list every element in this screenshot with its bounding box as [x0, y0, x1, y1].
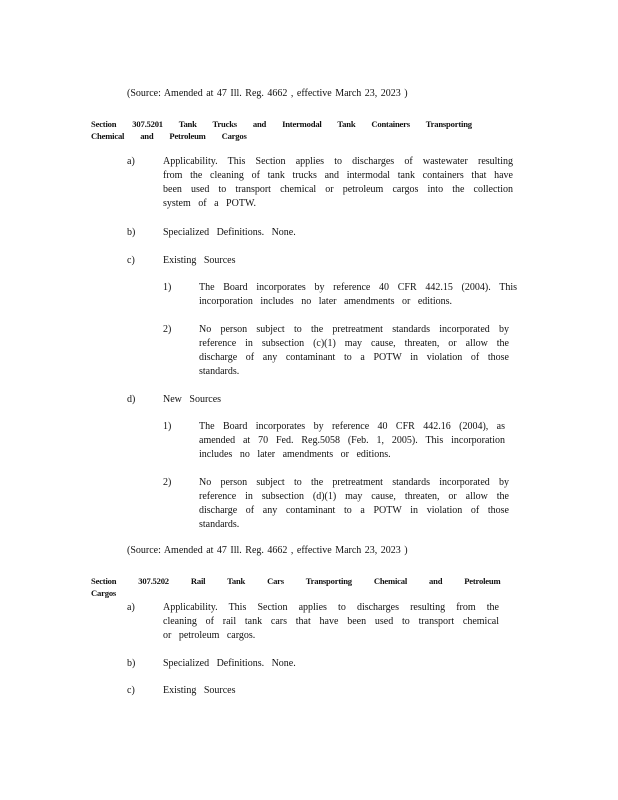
item-a-text: Applicability. This Section applies to discharges of wastewater resulting from the cleaning of tank trucks and intermodal tank containers that have been used to transport chemical or petroleum cargos into the collection system of a POTW.	[163, 156, 513, 209]
item-b-label: b)	[127, 227, 136, 238]
section-5202-heading: Section 307.5202 Rail Tank Cars Transporting Chemical and Petroleum Cargos	[91, 576, 501, 598]
item-c2-text: No person subject to the pretreatment standards incorporated by reference in subsection (c)(1) may cause, threaten, or allow the discharge of any contaminant to a POTW in violation of those standards.	[199, 324, 509, 377]
item-a-label-2: a)	[127, 602, 135, 613]
item-d2-label: 2)	[163, 477, 172, 488]
section-5201-heading: Section 307.5201 Tank Trucks and Intermodal Tank Containers Transporting Chemical and Petroleum Cargos	[91, 119, 472, 141]
item-c-label: c)	[127, 255, 135, 266]
item-c-text: Existing Sources	[163, 255, 236, 266]
item-a-label: a)	[127, 156, 135, 167]
item-b-text: Specialized Definitions. None.	[163, 227, 296, 238]
item-a-text-2: Applicability. This Section applies to discharges resulting from the cleaning of rail tank cars that have been used to transport chemical or petroleum cargos.	[163, 602, 499, 641]
item-d2-text: No person subject to the pretreatment standards incorporated by reference in subsection (d)(1) may cause, threaten, or allow the discharge of any contaminant to a POTW in violation of those standards.	[199, 477, 509, 530]
item-d-label: d)	[127, 394, 136, 405]
source-note-1: (Source: Amended at 47 Ill. Reg. 4662 , effective March 23, 2023 )	[127, 88, 408, 99]
item-c1-text: The Board incorporates by reference 40 CFR 442.15 (2004). This incorporation includes no later amendments or editions.	[199, 282, 517, 307]
item-c-text-2: Existing Sources	[163, 685, 236, 696]
item-b-label-2: b)	[127, 658, 136, 669]
item-b-text-2: Specialized Definitions. None.	[163, 658, 296, 669]
source-note-2: (Source: Amended at 47 Ill. Reg. 4662 , effective March 23, 2023 )	[127, 545, 408, 556]
item-c2-label: 2)	[163, 324, 172, 335]
item-d1-text: The Board incorporates by reference 40 CFR 442.16 (2004), as amended at 70 Fed. Reg.5058 (Feb. 1, 2005). This incorporation includes no later amendments or editions.	[199, 421, 505, 460]
item-d-text: New Sources	[163, 394, 222, 405]
item-c-label-2: c)	[127, 685, 135, 696]
item-d1-label: 1)	[163, 421, 172, 432]
item-c1-label: 1)	[163, 282, 172, 293]
